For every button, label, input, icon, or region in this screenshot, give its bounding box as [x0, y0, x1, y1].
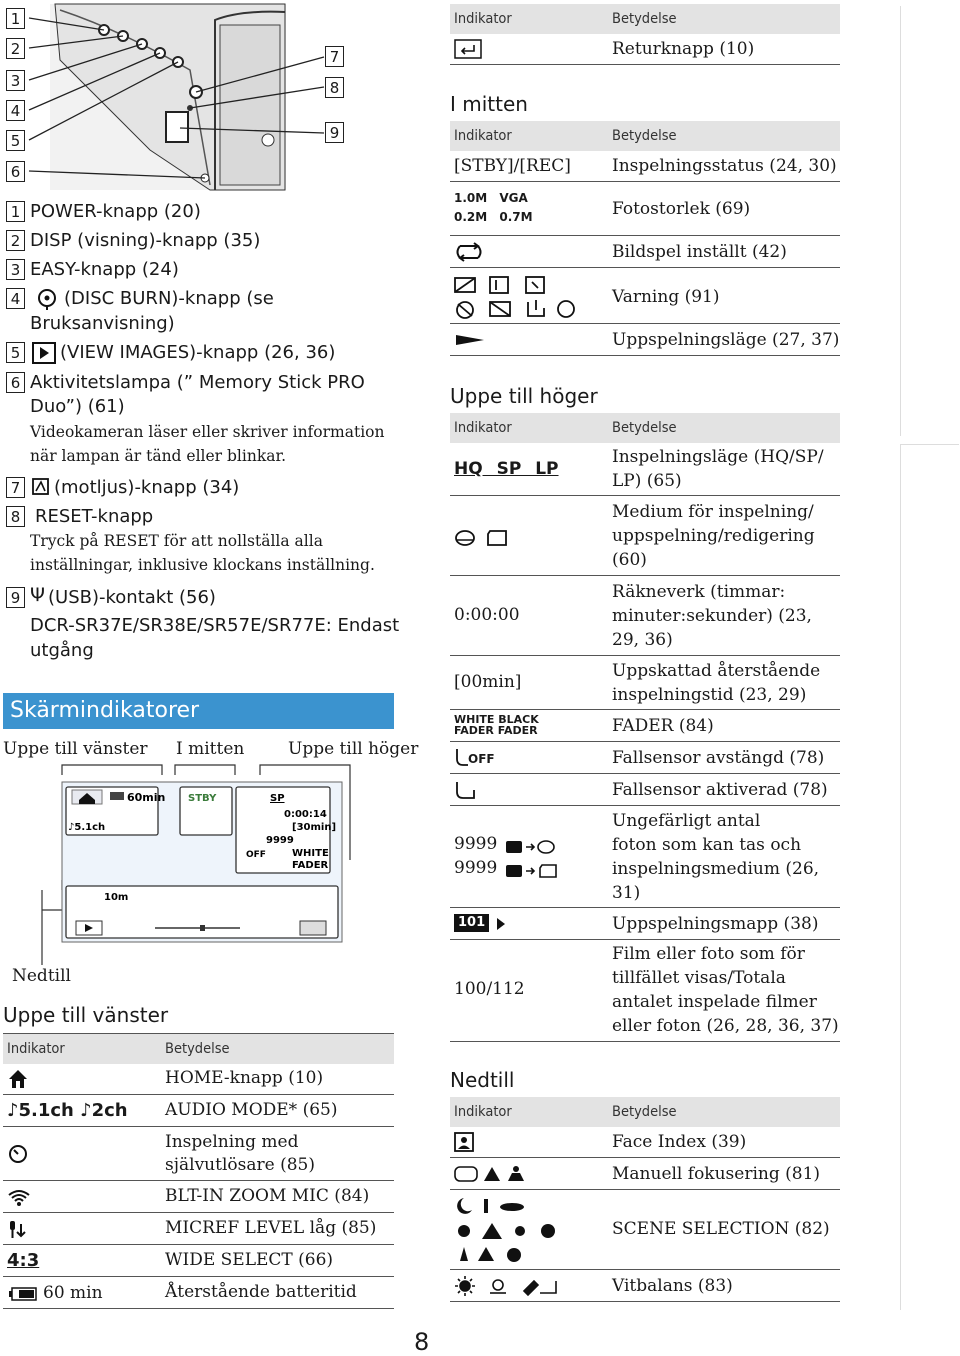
header-meaning: Betydelse: [612, 420, 677, 436]
row-meaning-cont: (60): [612, 550, 647, 570]
list-number-8: 8: [6, 506, 25, 527]
header-indicator: Indikator: [454, 128, 512, 144]
diagram-label-top-right: Uppe till höger: [288, 739, 419, 759]
playback-folder-indicator: 101: [454, 914, 489, 932]
screen-diagram: [0, 760, 400, 970]
table-row: [450, 151, 840, 182]
disc-burn-icon: [34, 287, 60, 311]
usb-icon: Ψ: [30, 584, 45, 606]
table-row: [3, 1128, 394, 1181]
header-meaning: Betydelse: [612, 1104, 677, 1120]
scene-selection-icons: [454, 1195, 574, 1265]
table-header: [450, 4, 840, 34]
fader-indicator-top: WHITE BLACK: [454, 713, 539, 726]
table-row: [3, 1182, 394, 1213]
row-meaning: Räkneverk (timmar:: [612, 582, 786, 602]
list-item-note: Videokameran läser eller skriver information: [30, 423, 385, 441]
table-row: [3, 1214, 394, 1245]
row-meaning: BLT-IN ZOOM MIC (84): [165, 1186, 370, 1206]
self-timer-icon: [7, 1142, 29, 1164]
row-meaning: Varning (91): [612, 287, 720, 307]
counter-indicator: 0:00:00: [454, 605, 520, 625]
row-meaning-cont: tillfället visas/Totala: [612, 968, 786, 988]
table-row: [450, 325, 840, 356]
row-meaning: WIDE SELECT (66): [165, 1250, 334, 1270]
row-meaning-cont: 31): [612, 883, 641, 903]
row-meaning: Inspelning med: [165, 1132, 299, 1152]
face-index-icon: [454, 1132, 474, 1152]
header-meaning: Betydelse: [165, 1041, 230, 1057]
row-meaning-cont: inspelningstid (23, 29): [612, 685, 807, 705]
table-header: [450, 121, 840, 151]
playback-mode-icon: [454, 331, 486, 349]
backlight-icon: [32, 477, 50, 497]
edge-tab: [900, 6, 959, 436]
list-number-9: 9: [6, 587, 25, 608]
row-meaning: Returknapp (10): [612, 39, 755, 59]
list-item-note: Tryck på RESET för att nollställa alla: [30, 532, 323, 550]
list-number-6: 6: [6, 372, 25, 393]
table-header: [450, 413, 840, 443]
header-indicator: Indikator: [7, 1041, 65, 1057]
section-title-upper-left: Uppe till vänster: [3, 1003, 169, 1027]
list-item-text: Aktivitetslampa (” Memory Stick PRO: [30, 372, 365, 393]
list-item-text: (DISC BURN)-knapp (se: [64, 288, 274, 309]
screen-photos-text: 9999: [266, 835, 294, 846]
figure-number-4: 4: [6, 100, 25, 121]
section-banner: Skärmindikatorer: [3, 693, 394, 729]
row-meaning: Medium för inspelning/: [612, 502, 814, 522]
header-indicator: Indikator: [454, 11, 512, 27]
figure-number-5: 5: [6, 130, 25, 151]
table-header: [3, 1033, 394, 1064]
camera-illustration: [0, 0, 360, 195]
row-meaning-cont: 29, 36): [612, 630, 673, 650]
row-meaning: SCENE SELECTION (82): [612, 1219, 830, 1239]
table-row: [450, 941, 840, 1042]
row-meaning: FADER (84): [612, 716, 714, 736]
wide-select-indicator: 4:3: [7, 1250, 40, 1271]
table-row: [450, 269, 840, 324]
fall-sensor-on-icon: [454, 780, 478, 800]
row-meaning: MICREF LEVEL låg (85): [165, 1218, 377, 1238]
screen-off-text: OFF: [246, 850, 266, 860]
zoom-mic-icon: [7, 1187, 31, 1207]
row-meaning: Ungefärligt antal: [612, 811, 761, 831]
figure-number-7: 7: [325, 46, 344, 67]
row-meaning: AUDIO MODE* (65): [165, 1100, 338, 1120]
photo-to-media-icons: [504, 835, 560, 881]
row-indicator: [STBY]/[REC]: [454, 156, 571, 176]
table-row: [450, 237, 840, 268]
row-meaning-cont: eller foton (26, 28, 36, 37): [612, 1016, 839, 1036]
figure-number-8: 8: [325, 77, 344, 98]
folder-arrow-icon: [496, 917, 506, 931]
list-item-note: inställningar, inklusive klockans inställning.: [30, 556, 375, 574]
row-meaning-cont: minuter:sekunder) (23,: [612, 606, 812, 626]
slideshow-icon: [454, 242, 484, 262]
header-meaning: Betydelse: [612, 128, 677, 144]
list-item-text: RESET-knapp: [35, 506, 154, 527]
row-meaning: Uppskattad återstående: [612, 661, 821, 681]
list-item-text: DISP (visning)-knapp (35): [30, 230, 261, 251]
table-row: [450, 775, 840, 806]
diagram-label-top-left: Uppe till vänster: [3, 739, 148, 759]
table-row: [450, 443, 840, 496]
row-meaning: Uppspelningsmapp (38): [612, 914, 819, 934]
figure-number-2: 2: [6, 38, 25, 59]
mic-level-icon: [7, 1218, 31, 1240]
row-meaning: HOME-knapp (10): [165, 1068, 324, 1088]
list-item-text-cont: DCR-SR37E/SR38E/SR57E/SR77E: Endast: [30, 615, 400, 636]
photo-size-indicator: 1.0M VGA 0.2M 0.7M: [454, 191, 533, 224]
audio-mode-indicator: ♪5.1ch ♪2ch: [7, 1100, 128, 1121]
row-meaning: Uppspelningsläge (27, 37): [612, 330, 840, 350]
fall-sensor-off-text: OFF: [468, 752, 495, 766]
fader-indicator-bottom: FADER FADER: [454, 724, 538, 737]
section-title-upper-right: Uppe till höger: [450, 384, 598, 408]
row-meaning-cont: självutlösare (85): [165, 1155, 315, 1175]
row-meaning: Face Index (39): [612, 1132, 747, 1152]
figure-number-1: 1: [6, 8, 25, 29]
screen-sp-text: SP: [270, 793, 285, 804]
row-meaning-cont: uppspelning/redigering: [612, 526, 815, 546]
remaining-indicator: [00min]: [454, 672, 522, 692]
table-row: [450, 183, 840, 236]
screen-audio-text: ♪5.1ch: [68, 822, 106, 833]
list-item-note: när lampan är tänd eller blinkar.: [30, 447, 287, 465]
table-row: [450, 497, 840, 576]
screen-10m-text: 10m: [104, 892, 129, 903]
rec-mode-indicator: HQ SP LP: [454, 459, 559, 479]
table-row: [450, 1127, 840, 1158]
battery-icon: [9, 1286, 39, 1302]
section-title-bottom: Nedtill: [450, 1068, 515, 1092]
table-row: [3, 1278, 394, 1309]
list-item-text: POWER-knapp (20): [30, 201, 201, 222]
row-meaning: Fotostorlek (69): [612, 199, 751, 219]
figure-number-3: 3: [6, 70, 25, 91]
row-meaning: Bildspel inställt (42): [612, 242, 787, 262]
table-row: [3, 1064, 394, 1095]
row-meaning: Manuell fokusering (81): [612, 1164, 821, 1184]
warning-icons: [454, 274, 584, 320]
table-row: [450, 743, 840, 774]
screen-white-text: WHITE: [292, 848, 329, 859]
battery-indicator: 60 min: [43, 1283, 103, 1303]
row-meaning: Fallsensor avstängd (78): [612, 748, 825, 768]
list-item-text: (USB)-kontakt (56): [48, 587, 216, 608]
page-number: 8: [414, 1328, 430, 1356]
list-item-text-cont: utgång: [30, 640, 94, 661]
row-meaning-cont: inspelningsmedium (26,: [612, 859, 820, 879]
list-number-5: 5: [6, 342, 25, 363]
figure-number-9: 9: [325, 122, 344, 143]
photo-count-indicator: 9999: [454, 858, 498, 878]
table-row: [450, 909, 840, 940]
table-row: [450, 34, 840, 65]
list-item-text-cont: Bruksanvisning): [30, 313, 175, 334]
list-item-text: (motljus)-knapp (34): [54, 477, 240, 498]
header-indicator: Indikator: [454, 1104, 512, 1120]
manual-focus-icons: [454, 1163, 534, 1185]
white-balance-icons: [454, 1275, 564, 1297]
list-number-2: 2: [6, 230, 25, 251]
list-number-4: 4: [6, 288, 25, 309]
screen-counter-text: 0:00:14: [284, 809, 327, 820]
screen-battery-text: 60min: [127, 791, 166, 804]
header-meaning: Betydelse: [612, 11, 677, 27]
table-row: [450, 711, 840, 742]
media-icon: [454, 527, 514, 549]
home-icon: [7, 1068, 29, 1090]
fader-indicator: [454, 714, 539, 736]
row-meaning-cont: foton som kan tas och: [612, 835, 802, 855]
table-row: [450, 1191, 840, 1270]
row-meaning-cont: LP) (65): [612, 471, 682, 491]
section-title-middle: I mitten: [450, 92, 528, 116]
table-header: [450, 1097, 840, 1127]
table-row: [3, 1246, 394, 1277]
list-number-7: 7: [6, 477, 25, 498]
table-row: [450, 1271, 840, 1302]
file-count-indicator: 100/112: [454, 979, 525, 999]
list-number-3: 3: [6, 259, 25, 280]
row-meaning: Återstående batteritid: [165, 1282, 357, 1302]
diagram-label-top-mid: I mitten: [176, 739, 245, 759]
table-row: [450, 577, 840, 656]
list-item-text-cont: Duo”) (61): [30, 396, 125, 417]
figure-number-6: 6: [6, 161, 25, 182]
row-meaning: Film eller foto som för: [612, 944, 805, 964]
screen-fader-text: FADER: [292, 860, 329, 871]
row-meaning: Inspelningsläge (HQ/SP/: [612, 447, 824, 467]
list-item-text: EASY-knapp (24): [30, 259, 179, 280]
list-number-1: 1: [6, 201, 25, 222]
row-meaning: Inspelningsstatus (24, 30): [612, 156, 837, 176]
screen-remain-text: [30min]: [292, 822, 337, 833]
table-row: [450, 657, 840, 710]
row-meaning: Fallsensor aktiverad (78): [612, 780, 828, 800]
screen-stby-text: STBY: [188, 793, 217, 804]
table-row: [3, 1096, 394, 1127]
list-item-text: (VIEW IMAGES)-knapp (26, 36): [60, 342, 336, 363]
table-row: [450, 807, 840, 908]
row-meaning-cont: antalet inspelade filmer: [612, 992, 817, 1012]
return-icon: [454, 39, 482, 59]
diagram-label-bottom: Nedtill: [12, 966, 71, 986]
row-meaning: Vitbalans (83): [612, 1276, 733, 1296]
photo-count-indicator: 9999: [454, 834, 498, 854]
edge-tab: [900, 444, 959, 1310]
header-indicator: Indikator: [454, 420, 512, 436]
table-row: [450, 1159, 840, 1190]
view-images-icon: [32, 342, 56, 364]
